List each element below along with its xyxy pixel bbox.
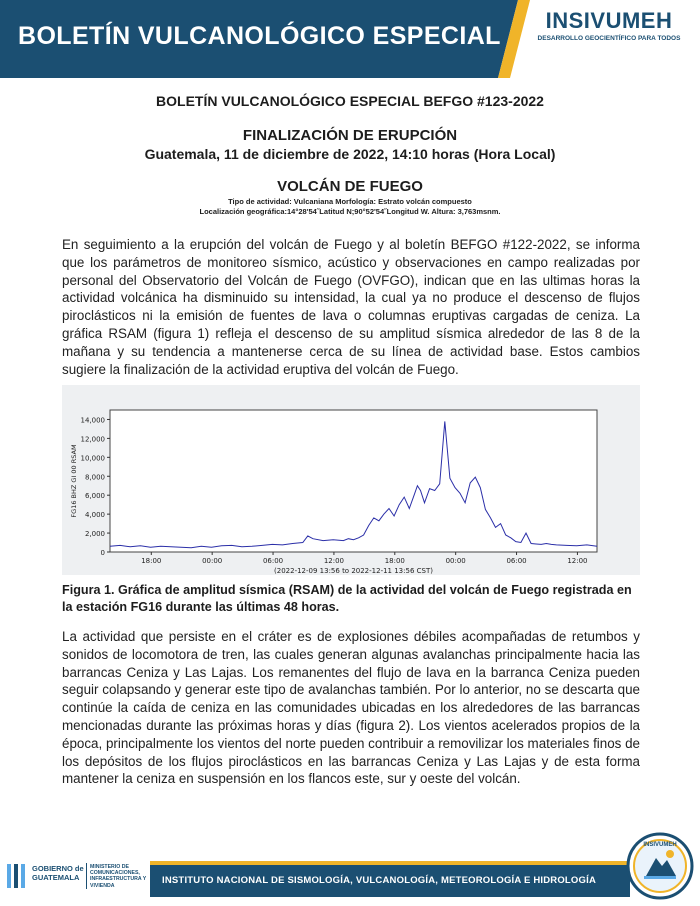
activity-type: Tipo de actividad: Vulcaniana Morfología: Estrato volcán compuesto	[228, 197, 472, 206]
x-tick-label: 06:00	[506, 557, 527, 565]
brand-name: INSIVUMEH	[545, 8, 673, 33]
y-tick-label: 8,000	[84, 473, 105, 482]
x-tick-label: 06:00	[262, 557, 284, 565]
gov-name	[32, 865, 84, 882]
y-tick-label: 0	[100, 549, 105, 557]
gov-name-line-2: GUATEMALA	[32, 872, 80, 882]
insivumeh-seal-icon	[626, 832, 694, 900]
y-tick-label: 12,000	[80, 435, 105, 444]
x-tick-label: 00:00	[445, 557, 466, 565]
paragraph-intro: En seguimiento a la erupción del volcán de Fuego y al boletín BEFGO #122-2022, se informa que los parámetros de monitoreo sísmico, acústico y observaciones en campo realizadas por personal del Observatorio del Volcán de Fuego (OVFGO), indican que en las ultimas horas la actividad volcánica ha disminuido su intensidad, la cual ya no produce el descenso de flujos piroclásticos ni la emisión de fuentes de lava o columnas eruptivas cargadas de ceniza. La gráfica RSAM (figura 1) refleja el descenso de su amplitud sísmica alrededor de las 8 de la mañana y su tendencia a mantenerse cerca de su línea de actividad base. Estos cambios sugiere la finalización de la actividad eruptiva del volcán de Fuego.	[62, 237, 640, 377]
figure-caption: Figura 1. Gráfica de amplitud sísmica (RSAM) de la actividad del volcán de Fuego registrada en la estación FG16 durante las últimas 48 horas.	[62, 583, 632, 614]
x-axis-label: (2022-12-09 13:56 to 2022-12-11 13:56 CST)	[274, 567, 433, 575]
y-tick-label: 14,000	[80, 416, 105, 425]
x-tick-label: 12:00	[323, 557, 345, 565]
header	[0, 0, 700, 78]
section-title: FINALIZACIÓN DE ERUPCIÓN	[242, 127, 458, 144]
paragraph-activity: La actividad que persiste en el cráter es de explosiones débiles acompañadas de retumbos y sonidos de locomotora de tren, las cuales generan algunas avalanchas principalmente hacia las barrancas Ceniza y Las Lajas. Los remanentes del flujo de lava en la barranca Ceniza pueden seguir colapsando y generar este tipo de avalanchas también. Por lo anterior, no se descarta que continúe la caída de ceniza en las comunidades ubicadas en los alrededores de las barrancas mencionadas durante las próximas horas y días (figura 2). Los vientos acelerados propios de la época, principalmente los vientos del norte pueden contribuir a removilizar los materiales finos de los depósitos de los flujos piroclásticos en las barrancas Ceniza y Las Lajas y de esta forma mantener la ceniza en suspensión en los flancos este, sur y oeste del volcán.	[62, 629, 640, 787]
brand-tagline: DESARROLLO GEOCIENTÍFICO PARA TODOS	[537, 35, 681, 42]
gov-name-line-1: GOBIERNO de	[32, 864, 84, 873]
y-tick-label: 10,000	[80, 454, 105, 463]
government-logo	[6, 858, 146, 894]
y-tick-label: 6,000	[84, 492, 105, 501]
y-tick-label: 2,000	[84, 530, 105, 539]
institute-name: INSTITUTO NACIONAL DE SISMOLOGÍA, VULCANOLOGÍA, METEOROLOGÍA E HIDROLOGÍA	[162, 875, 597, 886]
brand-logo	[524, 8, 694, 42]
x-tick-label: 00:00	[202, 557, 223, 565]
bulletin-title: BOLETÍN VULCANOLÓGICO ESPECIAL BEFGO #123-2022	[156, 93, 544, 109]
y-axis-label: FG16 BHZ GI 00 RSAM	[70, 444, 78, 518]
volcano-name: VOLCÁN DE FUEGO	[277, 178, 423, 195]
seal-text: INSIVUMEH	[643, 842, 677, 848]
plot-area	[110, 410, 597, 552]
header-title: BOLETÍN VULCANOLÓGICO ESPECIAL	[18, 22, 501, 50]
x-tick-label: 12:00	[567, 557, 588, 565]
x-tick-label: 18:00	[141, 557, 162, 565]
y-tick-label: 4,000	[84, 511, 105, 520]
geo-location: Localización geográfica:14°28'54˝Latitud N;90°52'54˝Longitud W. Altura: 3,763msnm.	[199, 207, 501, 216]
gov-flag-icon	[6, 862, 28, 890]
rsam-chart	[62, 385, 640, 575]
x-tick-label: 18:00	[384, 557, 405, 565]
dateline: Guatemala, 11 de diciembre de 2022, 14:10 horas (Hora Local)	[144, 146, 556, 162]
ministry-name: MINISTERIO DE COMUNICACIONES, INFRAESTRUCTURA Y VIVIENDA	[90, 864, 147, 889]
footer-bar	[150, 861, 630, 897]
gov-divider	[86, 863, 87, 889]
rsam-chart-svg	[62, 385, 640, 575]
